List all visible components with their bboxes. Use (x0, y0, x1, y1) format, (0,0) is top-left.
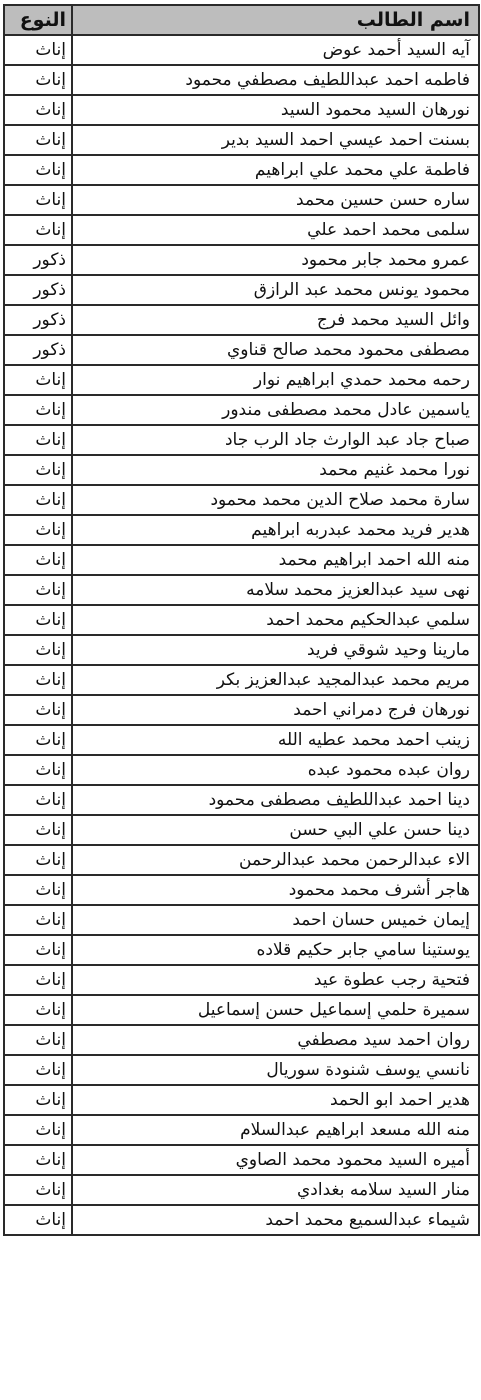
gender-cell: إناث (4, 755, 72, 785)
table-row (4, 725, 479, 755)
table-row (4, 185, 479, 215)
student-name-cell: آيه السيد أحمد عوض (72, 35, 479, 65)
table-row (4, 665, 479, 695)
student-name-cell: ساره حسن حسين محمد (72, 185, 479, 215)
student-name-cell: منه الله احمد ابراهيم محمد (72, 545, 479, 575)
table-row (4, 65, 479, 95)
table-row (4, 755, 479, 785)
student-name-cell: سلمي عبدالحكيم محمد احمد (72, 605, 479, 635)
student-name-cell: مصطفى محمود محمد صالح قناوي (72, 335, 479, 365)
student-name-cell: زينب احمد محمد عطيه الله (72, 725, 479, 755)
table-row (4, 845, 479, 875)
table-row (4, 485, 479, 515)
table-row (4, 1025, 479, 1055)
table-row (4, 335, 479, 365)
table-row (4, 155, 479, 185)
student-name-cell: شيماء عبدالسميع محمد احمد (72, 1205, 479, 1235)
table-row (4, 425, 479, 455)
gender-cell: إناث (4, 1085, 72, 1115)
gender-cell: إناث (4, 395, 72, 425)
student-name-cell: نانسي يوسف شنودة سوريال (72, 1055, 479, 1085)
student-name-cell: نورهان فرج دمراني احمد (72, 695, 479, 725)
table-row (4, 965, 479, 995)
table-row (4, 365, 479, 395)
gender-cell: ذكور (4, 335, 72, 365)
student-name-cell: الاء عبدالرحمن محمد عبدالرحمن (72, 845, 479, 875)
gender-cell: إناث (4, 515, 72, 545)
gender-cell: إناث (4, 65, 72, 95)
gender-cell: إناث (4, 965, 72, 995)
gender-cell: إناث (4, 635, 72, 665)
student-name-cell: فتحية رجب عطوة عيد (72, 965, 479, 995)
table-row (4, 935, 479, 965)
table-row (4, 875, 479, 905)
table-row (4, 1055, 479, 1085)
student-name-cell: صباح جاد عبد الوارث جاد الرب جاد (72, 425, 479, 455)
student-name-cell: روان احمد سيد مصطفي (72, 1025, 479, 1055)
gender-cell: إناث (4, 1055, 72, 1085)
gender-cell: إناث (4, 665, 72, 695)
table-row (4, 1145, 479, 1175)
table-row (4, 815, 479, 845)
gender-cell: إناث (4, 1025, 72, 1055)
student-name-cell: روان عبده محمود عبده (72, 755, 479, 785)
student-name-cell: أميره السيد محمود محمد الصاوي (72, 1145, 479, 1175)
gender-cell: إناث (4, 155, 72, 185)
student-name-cell: منار السيد سلامه بغدادي (72, 1175, 479, 1205)
student-name-cell: يوستينا سامي جابر حكيم قلاده (72, 935, 479, 965)
gender-cell: إناث (4, 425, 72, 455)
gender-cell: ذكور (4, 275, 72, 305)
student-name-cell: سميرة حلمي إسماعيل حسن إسماعيل (72, 995, 479, 1025)
student-name-cell: دينا حسن علي البي حسن (72, 815, 479, 845)
student-name-cell: مريم محمد عبدالمجيد عبدالعزيز بكر (72, 665, 479, 695)
table-row (4, 35, 479, 65)
gender-cell: إناث (4, 365, 72, 395)
gender-cell: إناث (4, 455, 72, 485)
table-row (4, 905, 479, 935)
header-student-name: اسم الطالب (72, 5, 479, 35)
gender-cell: إناث (4, 785, 72, 815)
student-name-cell: بسنت احمد عيسي احمد السيد بدير (72, 125, 479, 155)
student-name-cell: دينا احمد عبداللطيف مصطفى محمود (72, 785, 479, 815)
gender-cell: إناث (4, 95, 72, 125)
table-row (4, 305, 479, 335)
table-row (4, 575, 479, 605)
gender-cell: إناث (4, 935, 72, 965)
student-name-cell: فاطمه احمد عبداللطيف مصطفي محمود (72, 65, 479, 95)
gender-cell: إناث (4, 125, 72, 155)
student-name-cell: سارة محمد صلاح الدين محمد محمود (72, 485, 479, 515)
table-row (4, 215, 479, 245)
table-row (4, 455, 479, 485)
student-name-cell: منه الله مسعد ابراهيم عبدالسلام (72, 1115, 479, 1145)
student-name-cell: مارينا وحيد شوقي فريد (72, 635, 479, 665)
student-name-cell: إيمان خميس حسان احمد (72, 905, 479, 935)
table-row (4, 1085, 479, 1115)
table-row (4, 785, 479, 815)
gender-cell: إناث (4, 1175, 72, 1205)
gender-cell: إناث (4, 1115, 72, 1145)
gender-cell: إناث (4, 875, 72, 905)
table-row (4, 245, 479, 275)
student-name-cell: عمرو محمد جابر محمود (72, 245, 479, 275)
student-name-cell: هدير احمد ابو الحمد (72, 1085, 479, 1115)
student-name-cell: سلمى محمد احمد علي (72, 215, 479, 245)
table-row (4, 995, 479, 1025)
student-name-cell: نورهان السيد محمود السيد (72, 95, 479, 125)
table-row (4, 1205, 479, 1235)
table-row (4, 635, 479, 665)
gender-cell: إناث (4, 845, 72, 875)
table-row (4, 1175, 479, 1205)
gender-cell: ذكور (4, 245, 72, 275)
gender-cell: إناث (4, 575, 72, 605)
gender-cell: إناث (4, 695, 72, 725)
student-name-cell: هدير فريد محمد عبدربه ابراهيم (72, 515, 479, 545)
table-row (4, 275, 479, 305)
gender-cell: إناث (4, 545, 72, 575)
table-row (4, 515, 479, 545)
header-gender: النوع (4, 5, 72, 35)
student-name-cell: نهى سيد عبدالعزيز محمد سلامه (72, 575, 479, 605)
student-name-cell: وائل السيد محمد فرج (72, 305, 479, 335)
header-row (4, 5, 479, 35)
table-row (4, 125, 479, 155)
table-row (4, 95, 479, 125)
gender-cell: إناث (4, 995, 72, 1025)
gender-cell: ذكور (4, 305, 72, 335)
table-row (4, 395, 479, 425)
table-row (4, 605, 479, 635)
gender-cell: إناث (4, 1205, 72, 1235)
table-body (4, 35, 479, 1235)
table-row (4, 1115, 479, 1145)
gender-cell: إناث (4, 905, 72, 935)
student-name-cell: رحمه محمد حمدي ابراهيم نوار (72, 365, 479, 395)
gender-cell: إناث (4, 35, 72, 65)
gender-cell: إناث (4, 185, 72, 215)
student-name-cell: نورا محمد غنيم محمد (72, 455, 479, 485)
student-name-cell: ياسمين عادل محمد مصطفى مندور (72, 395, 479, 425)
gender-cell: إناث (4, 1145, 72, 1175)
gender-cell: إناث (4, 215, 72, 245)
gender-cell: إناث (4, 815, 72, 845)
student-name-cell: محمود يونس محمد عبد الرازق (72, 275, 479, 305)
table-row (4, 695, 479, 725)
gender-cell: إناث (4, 485, 72, 515)
student-name-cell: فاطمة علي محمد علي ابراهيم (72, 155, 479, 185)
student-table (3, 4, 480, 1236)
gender-cell: إناث (4, 725, 72, 755)
student-name-cell: هاجر أشرف محمد محمود (72, 875, 479, 905)
gender-cell: إناث (4, 605, 72, 635)
table-row (4, 545, 479, 575)
